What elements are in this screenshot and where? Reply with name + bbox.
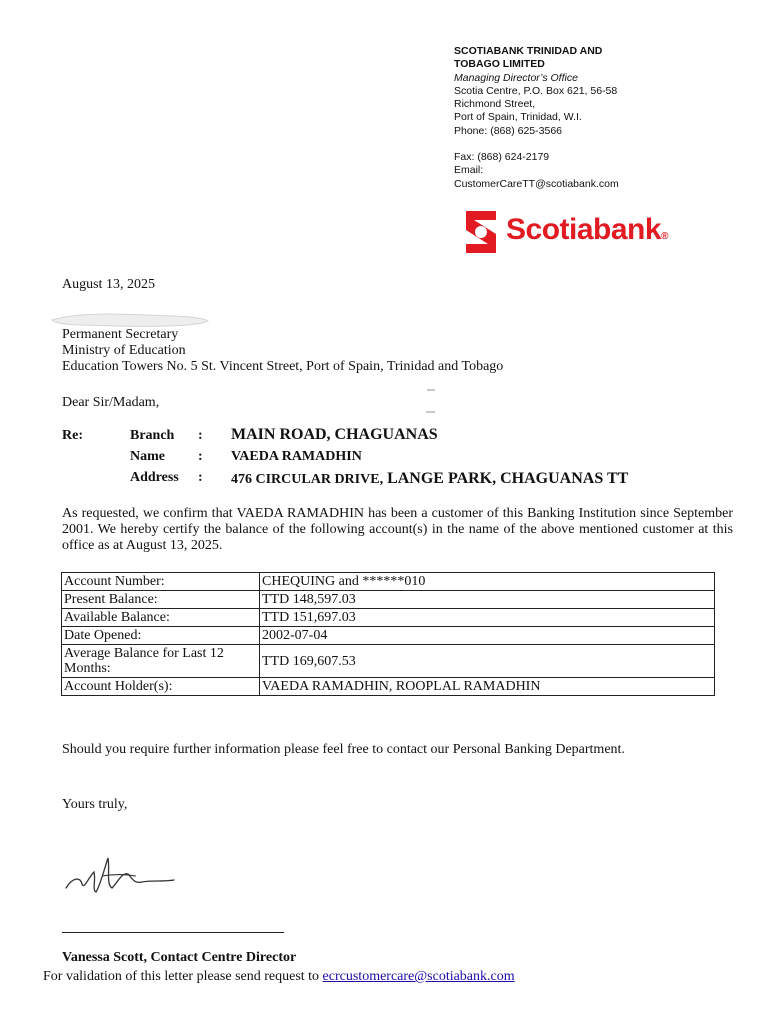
address-value: [231, 470, 628, 488]
table-value: CHEQUING and ******010: [260, 573, 715, 591]
name-value: VAEDA RAMADHIN: [231, 449, 362, 464]
table-label: Account Number:: [62, 573, 260, 591]
logo-wordmark: [506, 213, 668, 247]
address-value-part2: LANGE PARK, CHAGUANAS TT: [383, 470, 629, 487]
recipient-ministry: Ministry of Education: [62, 343, 186, 358]
table-label: Present Balance:: [62, 591, 260, 609]
validation-email-link[interactable]: ecrcustomercare@scotiabank.com: [322, 969, 515, 984]
office-name: Managing Director’s Office: [454, 71, 578, 84]
table-value: TTD 151,697.03: [260, 609, 715, 627]
table-row: [62, 573, 715, 591]
signer-name: Vanessa Scott, Contact Centre Director: [62, 950, 297, 965]
address-value-part1: 476 CIRCULAR DRIVE,: [231, 472, 384, 487]
confirmation-paragraph: As requested, we confirm that VAEDA RAMADHIN has been a customer of this Banking Institution since September 2001. We hereby certify the balance of the following account(s) in the name of the above mentioned customer at this office as at August 13, 2025.: [62, 506, 733, 553]
letterhead: [454, 45, 754, 191]
logo-text: Scotiabank: [506, 213, 662, 246]
name-colon: :: [198, 449, 203, 464]
branch-value: MAIN ROAD, CHAGUANAS: [231, 426, 438, 443]
recipient-title: Permanent Secretary: [62, 327, 179, 342]
table-row: [62, 678, 715, 696]
company-name-line2: TOBAGO LIMITED: [454, 58, 545, 71]
letterhead-spacer: [454, 138, 754, 151]
address-colon: :: [198, 470, 203, 485]
email-address: CustomerCareTT@scotiabank.com: [454, 177, 619, 190]
further-info-text: Should you require further information please feel free to contact our Personal Banking Department.: [62, 742, 625, 757]
table-label: Average Balance for Last 12 Months:: [62, 645, 260, 678]
address-line1: Scotia Centre, P.O. Box 621, 56-58: [454, 84, 618, 97]
recipient-address: [62, 327, 622, 375]
stray-marks-icon: [424, 385, 438, 419]
table-row: [62, 627, 715, 645]
validation-note: [43, 969, 515, 985]
address-line3: Port of Spain, Trinidad, W.I.: [454, 111, 582, 124]
re-label: Re:: [62, 428, 83, 443]
table-row: [62, 609, 715, 627]
phone-number: Phone: (868) 625-3566: [454, 124, 562, 137]
table-row: [62, 645, 715, 678]
account-details-table: [61, 572, 715, 696]
company-name-line1: SCOTIABANK TRINIDAD AND: [454, 45, 603, 57]
address-label: Address: [130, 470, 179, 485]
table-label: Date Opened:: [62, 627, 260, 645]
table-value: 2002-07-04: [260, 627, 715, 645]
table-value: TTD 148,597.03: [260, 591, 715, 609]
validation-text: For validation of this letter please send request to: [43, 969, 323, 984]
registered-mark: ®: [661, 231, 668, 242]
fax-number: Fax: (868) 624-2179: [454, 151, 550, 164]
salutation: Dear Sir/Madam,: [62, 395, 160, 410]
scotiabank-logo-icon: [458, 208, 504, 256]
table-label: Available Balance:: [62, 609, 260, 627]
table-label: Account Holder(s):: [62, 678, 260, 696]
closing-text: Yours truly,: [62, 797, 128, 812]
signature-line: [62, 932, 284, 933]
name-label: Name: [130, 449, 165, 464]
table-row: [62, 591, 715, 609]
table-value: VAEDA RAMADHIN, ROOPLAL RAMADHIN: [260, 678, 715, 696]
recipient-street: Education Towers No. 5 St. Vincent Street, Port of Spain, Trinidad and Tobago: [62, 359, 504, 374]
address-line2: Richmond Street,: [454, 98, 536, 111]
signature-icon: [62, 850, 182, 900]
branch-colon: :: [198, 428, 203, 443]
branch-label: Branch: [130, 428, 175, 443]
email-label: Email:: [454, 164, 484, 177]
letter-date: August 13, 2025: [62, 277, 155, 292]
table-value: TTD 169,607.53: [260, 645, 715, 678]
